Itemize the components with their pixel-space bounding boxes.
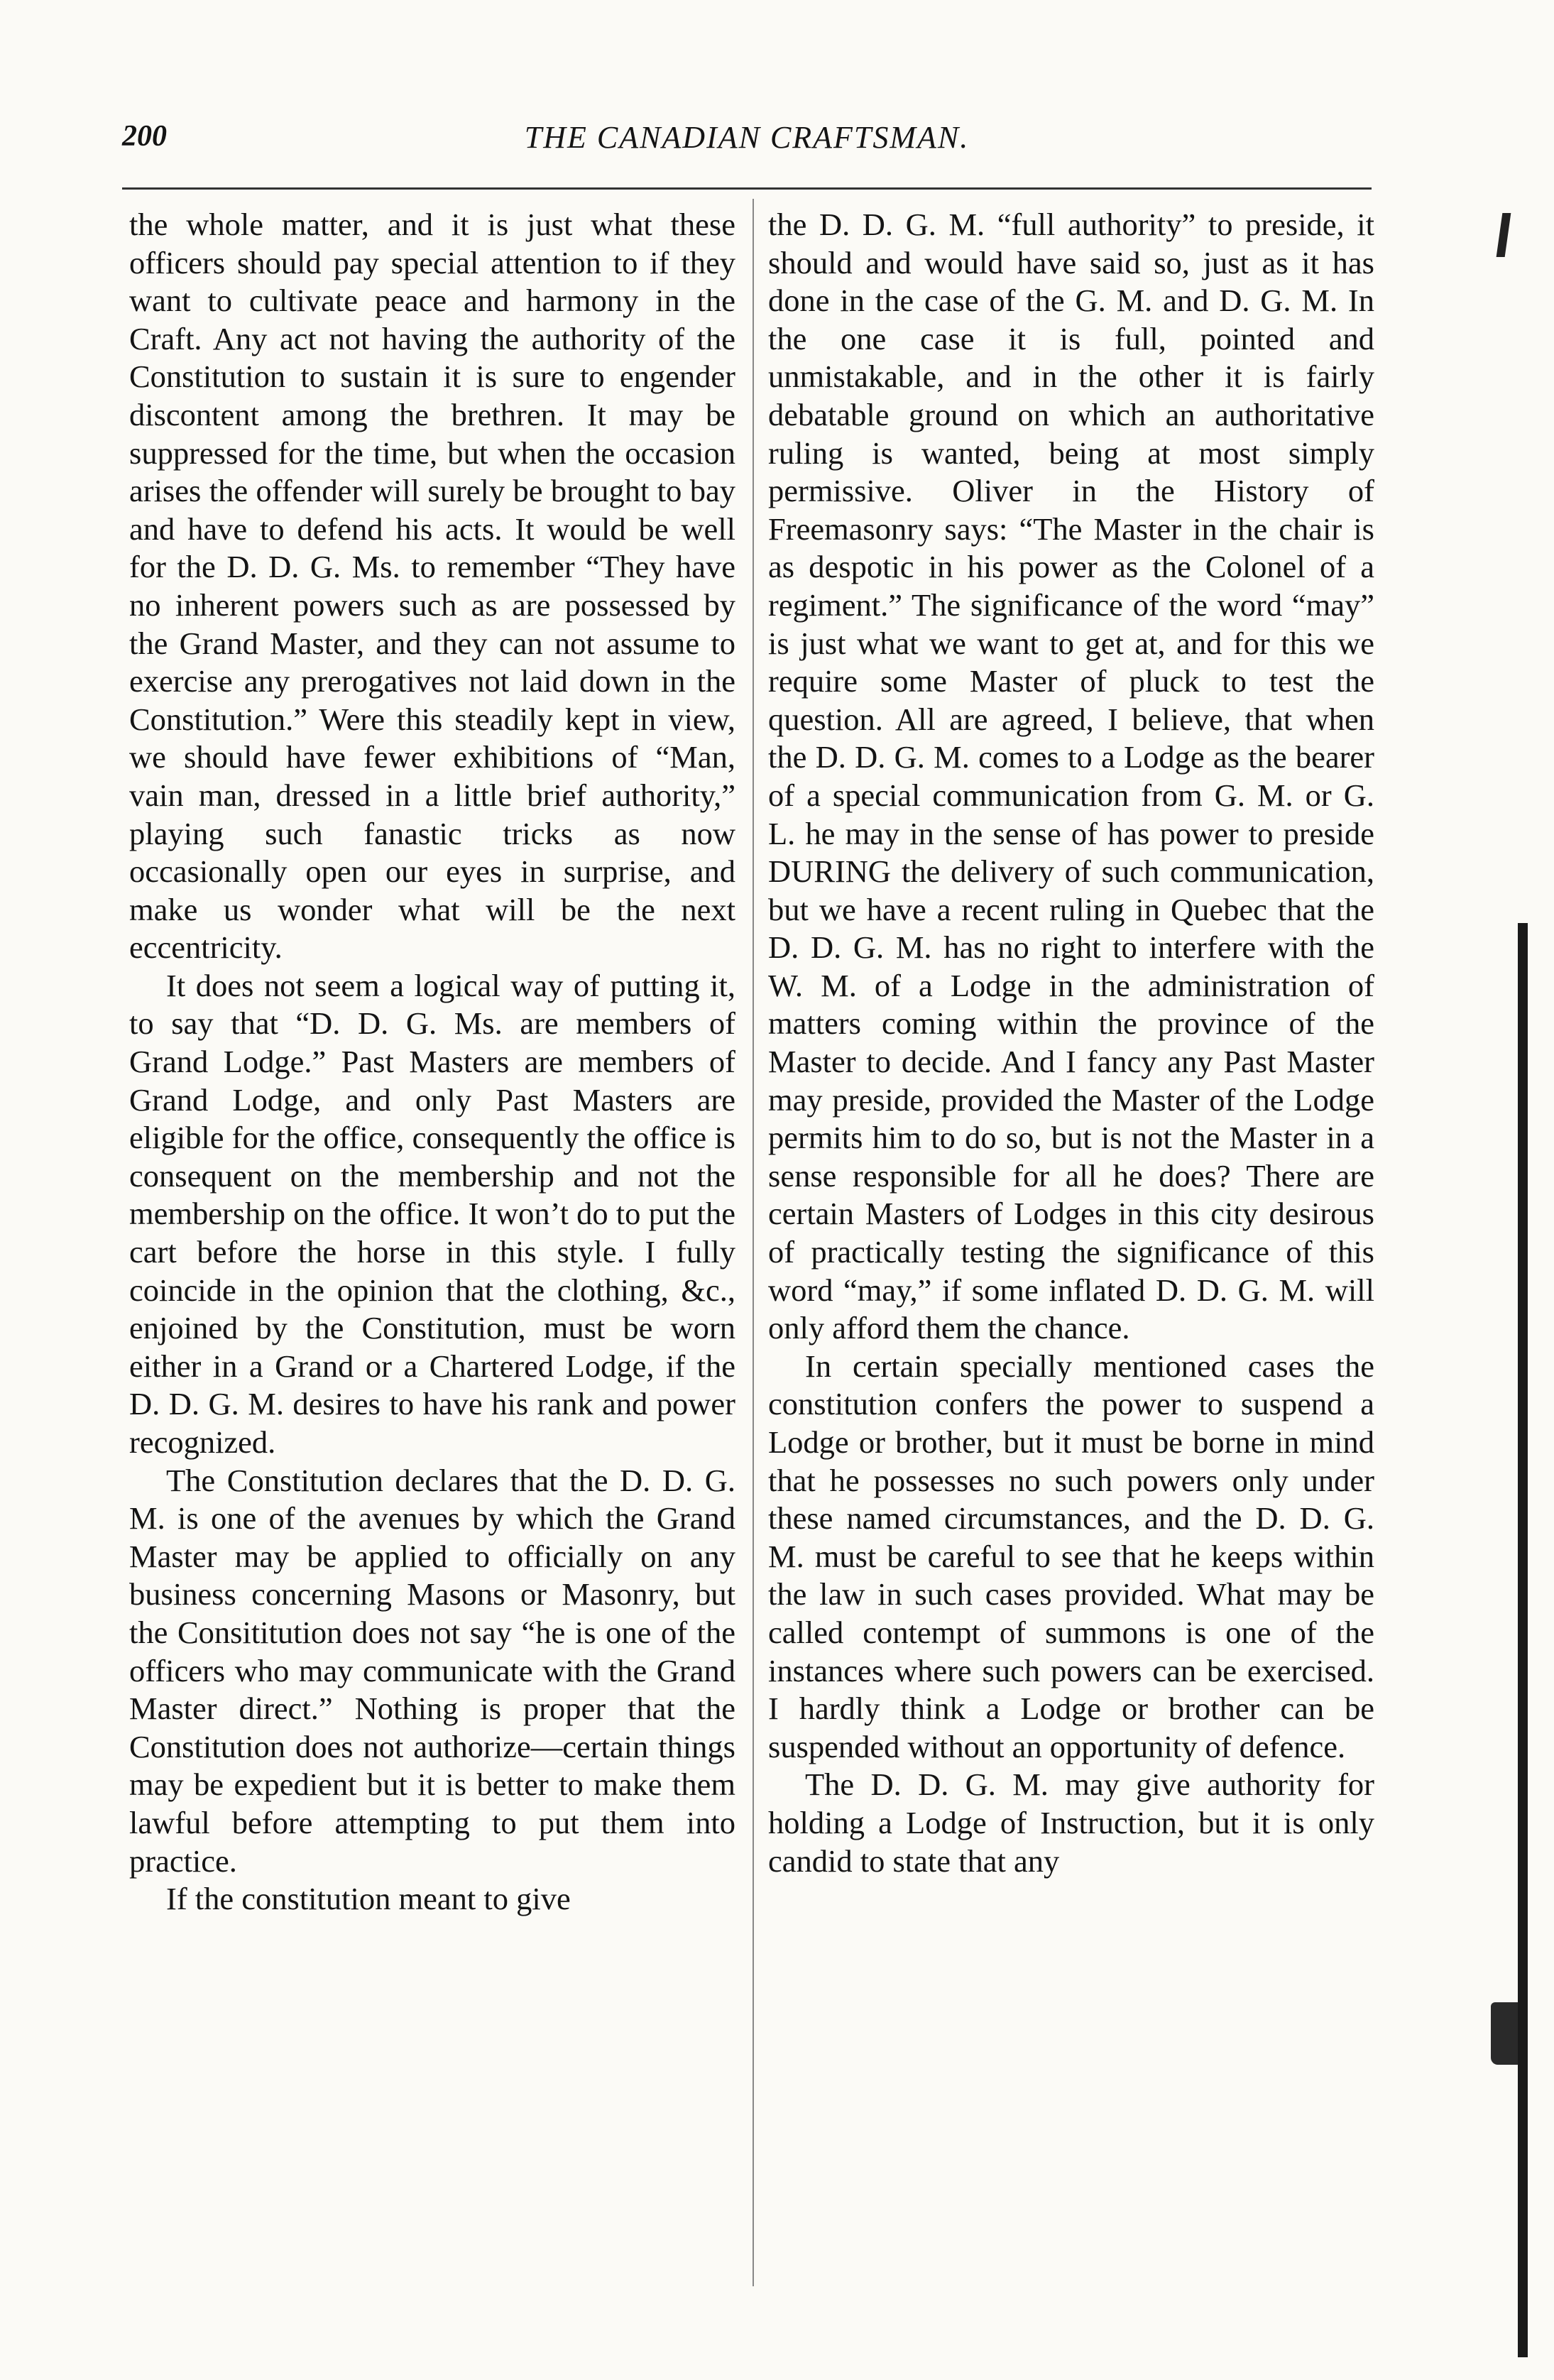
left-column bbox=[129, 206, 735, 2286]
right-column bbox=[768, 206, 1374, 2286]
left-paragraph-3: The Constitution declares that the D. D. G. M. is one of the avenues by which the Grand Master may be applied to officially on any business concerning Masons or Masonry, but the Consititution does not say “he is one of the officers who may communicate with the Grand Master direct.” Nothing is proper that the Constitution does not authorize—certain things may be expedient but it is better to make them lawful before attempting to put them into practice. bbox=[129, 1462, 735, 1879]
header-rule bbox=[122, 187, 1372, 190]
journal-title: THE CANADIAN CRAFTSMAN. bbox=[524, 120, 970, 155]
right-paragraph-1: the D. D. G. M. “full authority” to preside, it should and would have said so, just as it has done in the case of the G. M. and D. G. M. In the one case it is full, pointed and unmistakable, and in the other it is fairly debatable ground on which an authoritative ruling is wanted, being at most simply permissive. Oliver in the History of Freemasonry says: “The Master in the chair is as despotic in his power as the Colonel of a regiment.” The significance of the word “may” is just what we want to get at, and for this we require some Master of pluck to test the question. All are agreed, I believe, that when the D. D. G. M. comes to a Lodge as the bearer of a special communication from G. M. or G. L. he may in the sense of has power to preside DURING the delivery of such communication, but we have a recent ruling in Quebec that the D. D. G. M. has no right to interfere with the W. M. of a Lodge in the administration of matters coming within the province of the Master to decide. And I fancy any Past Master may preside, provided the Master of the Lodge permits him to do so, but is not the Master in a sense responsible for all he does? There are certain Masters of Lodges in this city desirous of practically testing the significance of this word “may,” if some inflated D. D. G. M. will only afford them the chance. bbox=[768, 207, 1374, 1346]
right-paragraph-3: The D. D. G. M. may give authority for holding a Lodge of Instruction, but it is only candid to state that any bbox=[768, 1767, 1374, 1879]
left-paragraph-2: It does not seem a logical way of putting it, to say that “D. D. G. Ms. are members of Grand Lodge.” Past Masters are members of Grand Lodge, and only Past Masters are eligible for the office, consequently the office is consequent on the membership and not the membership on the office. It won’t do to put the cart before the horse in this style. I fully coincide in the opinion that the clothing, &c., enjoined by the Constitution, must be worn either in a Grand or a Chartered Lodge, if the D. D. G. M. desires to have his rank and power recognized. bbox=[129, 967, 735, 1460]
page-header bbox=[122, 119, 1372, 155]
left-paragraph-1: the whole matter, and it is just what these officers should pay special attention to if they want to cultivate peace and harmony in the Craft. Any act not having the authority of the Constitution to sustain it is sure to engender discontent among the brethren. It may be suppressed for the time, but when the occasion arises the offender will surely be brought to bay and have to defend his acts. It would be well for the D. D. G. Ms. to remember “They have no inherent powers such as are possessed by the Grand Master, and they can not assume to exercise any prerogatives not laid down in the Constitution.” Were this steadily kept in view, we should have fewer exhibitions of “Man, vain man, dressed in a little brief authority,” playing such fanastic tricks as now occasionally open our eyes in surprise, and make us wonder what will be the next eccentricity. bbox=[129, 207, 735, 966]
scan-edge-blot bbox=[1491, 2002, 1518, 2065]
left-paragraph-4: If the constitution meant to give bbox=[166, 1881, 571, 1917]
scan-edge-mark bbox=[1496, 213, 1511, 257]
column-divider bbox=[753, 199, 754, 2286]
page-number: 200 bbox=[122, 120, 167, 153]
scan-page-edge bbox=[1518, 923, 1528, 2357]
right-paragraph-2: In certain specially mentioned cases the constitution confers the power to suspend a Lodge or brother, but it must be borne in mind that he possesses no such powers only under these named circumstances, and the D. D. G. M. must be careful to see that he keeps within the law in such cases provided. What may be called contempt of summons is one of the instances where such powers can be exercised. I hardly think a Lodge or brother can be suspended without an opportunity of defence. bbox=[768, 1348, 1374, 1764]
